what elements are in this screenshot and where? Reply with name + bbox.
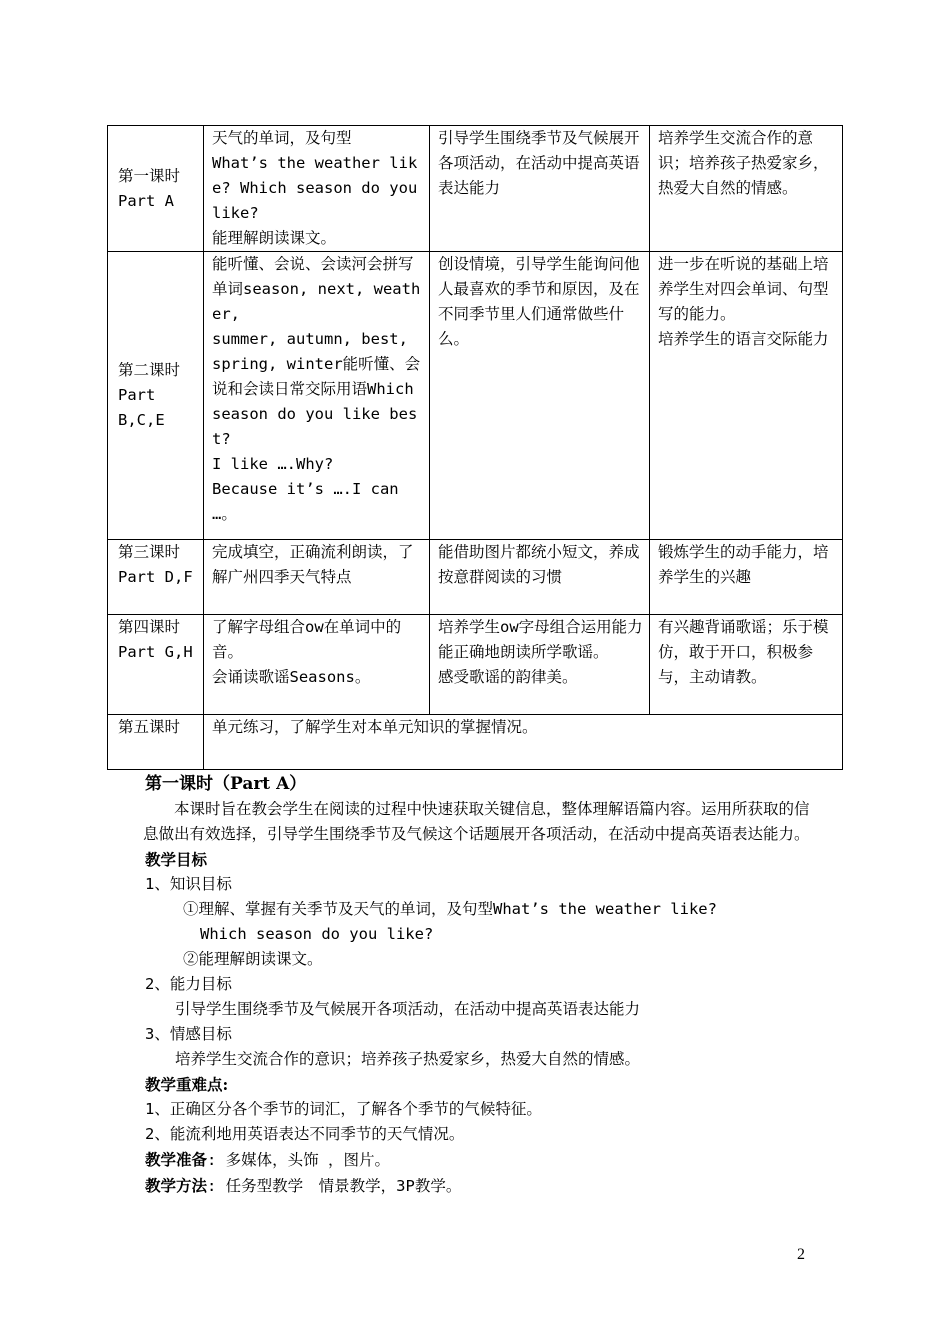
table-row [108, 715, 843, 770]
lesson-cell: 第二课时 Part B,C,E [108, 252, 204, 540]
goals-heading: 教学目标 [145, 850, 208, 869]
table-row [108, 252, 843, 540]
prep-text: : 多媒体，头饰 ，图片。 [207, 1151, 391, 1169]
summary-cell: 单元练习，了解学生对本单元知识的掌握情况。 [204, 715, 843, 770]
emotion-text: 培养学生交流合作的意识；培养孩子热爱家乡，热爱大自然的情感。 [175, 1050, 641, 1068]
ability-heading: 2、能力目标 [145, 975, 232, 993]
prep-label: 教学准备 [145, 1150, 208, 1169]
goal-cell: 能听懂、会说、会读河会拼写单词season, next, weather, summer, autumn, best, spring, winter能听懂、会说和会读日常交际用语Which season do you like best? I like ….Why? Because it’s ….I can …。 [204, 252, 430, 540]
key-point: 1、正确区分各个季节的词汇，了解各个季节的气候特征。 [145, 1100, 542, 1118]
intro-paragraph: 本课时旨在教会学生在阅读的过程中快速获取关键信息，整体理解语篇内容。运用所获取的信息做出有效选择，引导学生围绕季节及气候这个话题展开各项活动，在活动中提高英语表达能力。 [143, 800, 810, 843]
method-cell: 引导学生围绕季节及气候展开各项活动，在活动中提高英语表达能力 [430, 126, 650, 252]
table-row [108, 615, 843, 715]
goal-cell: 完成填空，正确流利朗读，了解广州四季天气特点 [204, 540, 430, 615]
lesson-plan-table [107, 125, 843, 770]
goal-cell: 天气的单词，及句型 What’s the weather like? Which season do you like? 能理解朗读课文。 [204, 126, 430, 252]
key-point: 2、能流利地用英语表达不同季节的天气情况。 [145, 1125, 465, 1143]
emotion-cell: 进一步在听说的基础上培养学生对四会单词、句型写的能力。 培养学生的语言交际能力 [650, 252, 843, 540]
goal-cell: 了解字母组合ow在单词中的音。 会诵读歌谣Seasons。 [204, 615, 430, 715]
lesson-cell: 第一课时 Part A [108, 126, 204, 252]
method-cell: 培养学生ow字母组合运用能力 能正确地朗读所学歌谣。 感受歌谣的韵律美。 [430, 615, 650, 715]
lesson-cell: 第五课时 [108, 715, 204, 770]
table-row [108, 540, 843, 615]
emotion-cell: 有兴趣背诵歌谣；乐于模仿，敢于开口，积极参与，主动请教。 [650, 615, 843, 715]
emotion-heading: 3、情感目标 [145, 1025, 232, 1043]
knowledge-item: ①理解、掌握有关季节及天气的单词，及句型What’s the weather like? [183, 900, 717, 918]
method-cell: 创设情境，引导学生能询问他人最喜欢的季节和原因，及在不同季节里人们通常做些什么。 [430, 252, 650, 540]
emotion-cell: 培养学生交流合作的意识；培养孩子热爱家乡，热爱大自然的情感。 [650, 126, 843, 252]
method-line [145, 1173, 825, 1199]
method-text: : 任务型教学 情景教学，3P教学。 [207, 1177, 462, 1195]
page-number: 2 [797, 1246, 805, 1263]
key-points-heading: 教学重难点: [145, 1075, 229, 1094]
ability-text: 引导学生围绕季节及气候展开各项活动，在活动中提高英语表达能力 [175, 1000, 641, 1018]
table-row [108, 126, 843, 252]
lesson-section [145, 772, 825, 1199]
prep-line [145, 1147, 825, 1173]
section-title: 第一课时（Part A） [145, 774, 307, 794]
knowledge-heading: 1、知识目标 [145, 875, 232, 893]
emotion-cell: 锻炼学生的动手能力，培养学生的兴趣 [650, 540, 843, 615]
method-cell: 能借助图片都统小短文，养成按意群阅读的习惯 [430, 540, 650, 615]
knowledge-item-continued: Which season do you like? [200, 925, 434, 943]
method-label: 教学方法 [145, 1176, 208, 1195]
lesson-cell: 第三课时 Part D,F [108, 540, 204, 615]
lesson-cell: 第四课时 Part G,H [108, 615, 204, 715]
knowledge-item: ②能理解朗读课文。 [183, 950, 323, 968]
